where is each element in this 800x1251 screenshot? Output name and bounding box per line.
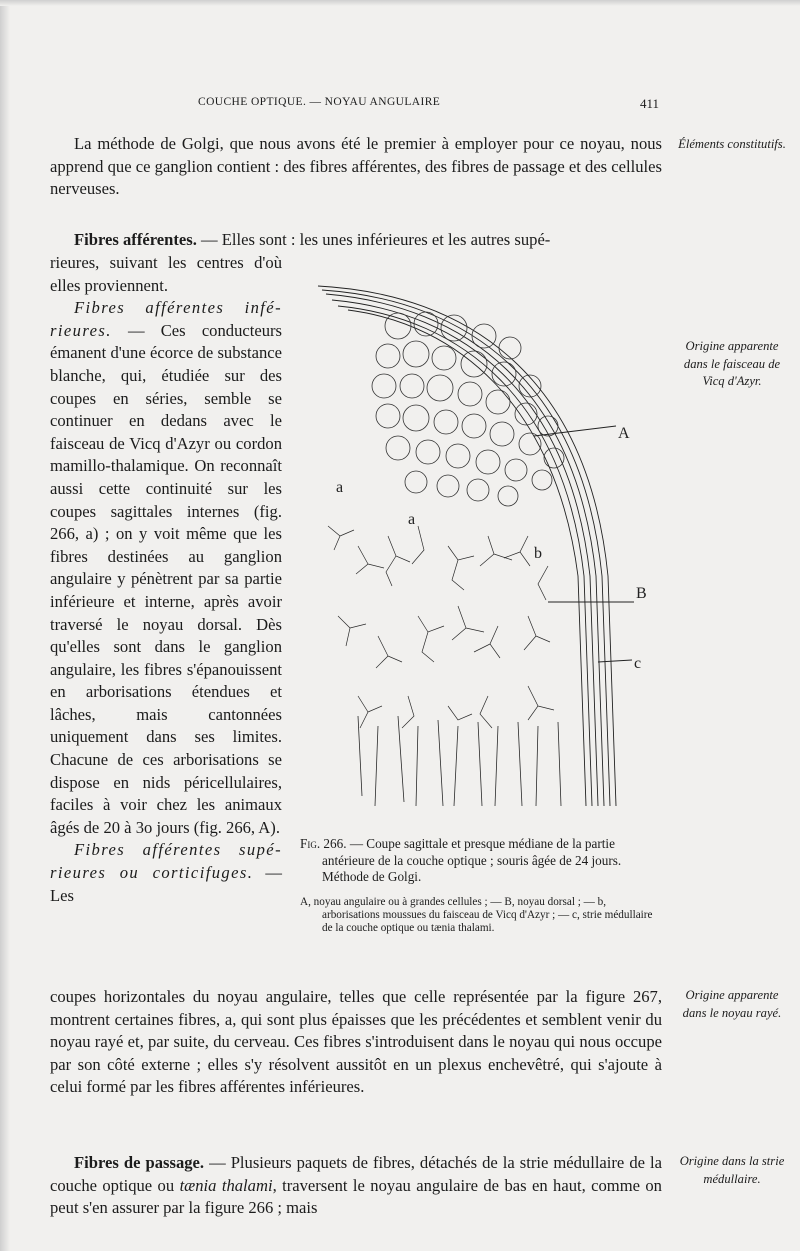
margin-note-vicq-dazyr: Origine apparente dans le faisceau de Vicq d'Azyr.	[683, 339, 781, 388]
heading-fibres-afferentes: Fibres afférentes.	[74, 230, 197, 249]
paragraph-afferent-cont: rieures, suivant les centres d'où elles proviennent.	[50, 253, 282, 295]
paragraph-intro-text: La méthode de Golgi, que nous avons été le premier à employer pour ce noyau, nous apprend que ce ganglion contient : des fibres afférentes, des fibres de passage et des cellules nerveuses.	[50, 134, 662, 199]
figure-caption	[300, 836, 660, 935]
caption-legend: A, noyau angulaire ou à grandes cellules ; — B, noyau dorsal ; — b, arborisations moussues du faisceau de Vicq d'Azyr ; — c, strie médullaire de la couche optique ou tænia thalami.	[300, 895, 653, 934]
margin-note-noyau-raye: Origine apparente dans le noyau rayé.	[682, 988, 782, 1020]
term-taenia-thalami: tænia thalami	[179, 1175, 273, 1195]
heading-fibres-superieures: Fibres afférentes supé-rieures ou corticifuges.	[50, 840, 282, 883]
paragraph-superieures-lead: — Les	[50, 863, 282, 905]
heading-fibres-inferieures: Fibres afférentes infé-rieures.	[50, 298, 282, 340]
figure-label-A: A	[618, 425, 630, 442]
left-column-text	[50, 252, 282, 907]
margin-note-elements: Éléments constitutifs.	[678, 137, 786, 151]
page-shadow	[0, 0, 10, 1251]
heading-fibres-passage: Fibres de passage.	[74, 1153, 205, 1172]
figure-label-b: b	[534, 545, 542, 562]
running-header: COUCHE OPTIQUE. — NOYAU ANGULAIRE	[198, 96, 441, 108]
paragraph-passage	[50, 1152, 662, 1220]
figure-label-B: B	[636, 585, 647, 602]
caption-description: — Coupe sagittale et presque médiane de la partie antérieure de la couche optique ; souris âgée de 24 jours. Méthode de Golgi.	[322, 836, 622, 884]
page-number: 411	[640, 96, 660, 111]
margin-note-strie-medullaire: Origine dans la strie médullaire.	[679, 1154, 785, 1186]
caption-figure-number: Fig. 266.	[300, 836, 347, 851]
figure-266-illustration	[298, 276, 648, 816]
paragraph-superieures-text: coupes horizontales du noyau angulaire, telles que celle représentée par la figure 267, montrent certaines fibres, a, qui sont plus épaisses que les précédentes et semblent venir du noyau rayé et, par suite, du cerveau. Ces fibres s'introduisent dans le noyau qui nous occupe par son côté externe ; elles s'y résolvent aussitôt en un plexus enchevêtré, qui s'ajoute à celui formé par les fibres afférentes inférieures.	[50, 987, 662, 1097]
paragraph-superieures	[50, 986, 662, 1099]
paragraph-passage-text: — Plusieurs paquets de fibres, détachés de la strie médullaire de la couche optique ou	[50, 1153, 662, 1195]
figure-label-c: c	[634, 655, 642, 672]
figure-label-a-upper: a	[336, 479, 344, 496]
paragraph-afferent-text: — Elles sont : les unes inférieures et les autres supé-	[196, 230, 551, 249]
page-shadow-top	[0, 0, 800, 6]
paragraph-intro	[50, 133, 662, 201]
paragraph-afferent-heading	[50, 229, 662, 252]
paragraph-inferieures-text: — Ces conducteurs émanent d'une écorce de substance blanche, qui, étudiée sur des coupes en séries, semble se continuer en dedans avec le faisceau de Vicq d'Azyr ou cordon mamillo-thalamique. On reconnaît aussi cette continuité sur les coupes sagittales internes (fig. 266, a) ; on y voit même que les fibres destinées au ganglion angulaire y pénètrent par sa partie inférieure et interne, après avoir traversé le noyau dorsal. Dès qu'elles sont dans le ganglion angulaire, les fibres s'épanouissent en arborisations étendues et lâches, mais cantonnées uniquement dans ses limites. Chacune de ces arborisations se dispose en nids péricellulaires, faciles à voir chez les animaux âgés de 20 à 3o jours (fig. 266, A).	[50, 320, 282, 837]
figure-label-a-lower: a	[408, 511, 416, 528]
paragraph-passage-text-end: , traversent le noyau angulaire de bas en haut, comme on peut s'en assurer par la figure 266 ; mais	[50, 1175, 662, 1218]
